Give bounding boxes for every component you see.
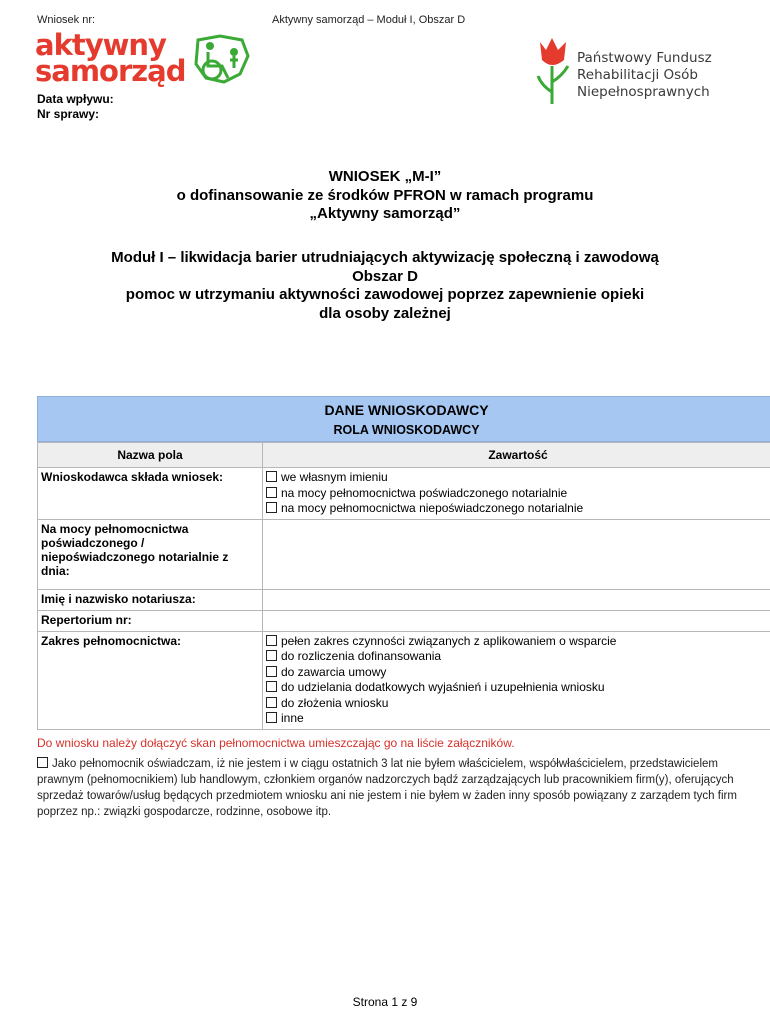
title-line5: Obszar D	[352, 267, 418, 285]
accessibility-map-icon	[190, 34, 252, 86]
title-line3: „Aktywny samorząd”	[309, 205, 461, 222]
checkbox-option[interactable]	[266, 711, 770, 727]
checkbox[interactable]	[266, 487, 277, 498]
pfron-logo	[532, 36, 732, 106]
title-line4: Moduł I – likwidacja barier utrudniających aktywizację społeczną i zawodową	[111, 249, 659, 266]
checkbox[interactable]	[266, 502, 277, 513]
row-label: Imię i nazwisko notariusza:	[38, 589, 263, 610]
pfron-name-line2: Rehabilitacji Osób	[577, 67, 698, 83]
checkbox[interactable]	[266, 666, 277, 677]
table-row	[38, 631, 770, 729]
date-received-label: Data wpływu:	[37, 92, 114, 106]
checkbox-option[interactable]	[266, 634, 770, 650]
checkbox-option[interactable]	[266, 665, 770, 681]
section-heading: DANE WNIOSKODAWCY	[324, 402, 489, 418]
option-label: do udzielania dodatkowych wyjaśnień i uzupełnienia wniosku	[281, 680, 605, 694]
row-content	[263, 468, 770, 520]
option-label: na mocy pełnomocnictwa poświadczonego notarialnie	[281, 485, 568, 500]
table-row	[38, 519, 770, 589]
row-label: Repertorium nr:	[38, 610, 263, 631]
notary-name-field[interactable]	[263, 589, 770, 610]
checkbox-option[interactable]	[266, 696, 770, 712]
section-header	[37, 396, 770, 442]
title-line1: WNIOSEK „M-I”	[328, 168, 442, 185]
section-subheading: ROLA WNIOSKODAWCY	[333, 423, 480, 437]
option-label: do złożenia wniosku	[281, 695, 389, 710]
title-line2: o dofinansowanie ze środków PFRON w ramach programu	[176, 186, 594, 204]
table-header-row	[38, 443, 770, 468]
applicant-role-table	[37, 442, 770, 730]
checkbox[interactable]	[266, 650, 277, 661]
row-label: Wnioskodawca składa wniosek:	[38, 468, 263, 520]
header-title: Aktywny samorząd – Moduł I, Obszar D	[272, 14, 466, 26]
checkbox-option[interactable]	[266, 501, 770, 517]
declaration-text: Jako pełnomocnik oświadczam, iż nie jestem i w ciągu ostatnich 3 lat nie byłem właścicielem, współwłaścicielem, przedstawicielem prawnym (pełnomocnikiem) lub handlowym, członkiem organów nadzorczych bądź zarządzających lub pracownikiem firm(y), oferujących sprzedaż towarów/usług będących przedmiotem wniosku ani nie jestem i nie byłem w żaden inny sposób powiązany z zarządem tych firm poprzez np.: związki gospodarcze, rodzinne, osobowe itp.	[37, 758, 737, 818]
checkbox-option[interactable]	[266, 486, 770, 502]
option-label: do rozliczenia dofinansowania	[281, 649, 442, 663]
case-number-label: Nr sprawy:	[37, 107, 100, 121]
title-line7: dla osoby zależnej	[319, 304, 451, 322]
date-field[interactable]	[263, 519, 770, 589]
page-number: Strona 1 z 9	[352, 995, 418, 1009]
attachment-note: Do wniosku należy dołączyć skan pełnomocnictwa umieszczając go na liście załączników.	[37, 736, 515, 750]
aktywny-samorzad-logo	[35, 28, 255, 92]
tulip-icon	[532, 36, 574, 106]
row-content	[263, 631, 770, 729]
table-row	[38, 468, 770, 520]
table-row	[38, 589, 770, 610]
checkbox-option[interactable]	[266, 470, 770, 486]
column-header-content: Zawartość	[263, 443, 770, 468]
option-label: we własnym imieniu	[281, 470, 388, 484]
form-title	[0, 168, 770, 224]
option-label: inne	[281, 711, 304, 725]
applicant-data-section	[37, 396, 770, 730]
application-number-label: Wniosek nr:	[37, 14, 96, 26]
option-label: pełen zakres czynności związanych z aplikowaniem o wsparcie	[281, 633, 617, 648]
checkbox-option[interactable]	[266, 680, 770, 696]
repertorium-field[interactable]	[263, 610, 770, 631]
logo-text-line2: samorząd	[35, 54, 186, 88]
title-line6: pomoc w utrzymaniu aktywności zawodowej poprzez zapewnienie opieki	[125, 286, 645, 303]
declaration-option[interactable]	[37, 756, 745, 820]
column-header-field: Nazwa pola	[38, 443, 263, 468]
module-title	[0, 249, 770, 323]
row-label: Na mocy pełnomocnictwa poświadczonego / niepoświadczonego notarialnie z dnia:	[38, 519, 263, 589]
pfron-name-line1: Państwowy Fundusz	[577, 50, 712, 66]
checkbox[interactable]	[266, 681, 277, 692]
checkbox[interactable]	[266, 697, 277, 708]
checkbox[interactable]	[266, 712, 277, 723]
checkbox[interactable]	[37, 757, 48, 768]
logo-text-line1: aktywny	[35, 28, 166, 62]
checkbox-option[interactable]	[266, 649, 770, 665]
pfron-name-line3: Niepełnosprawnych	[577, 84, 710, 100]
table-row	[38, 610, 770, 631]
row-label: Zakres pełnomocnictwa:	[38, 631, 263, 729]
checkbox[interactable]	[266, 635, 277, 646]
option-label: do zawarcia umowy	[281, 664, 387, 679]
option-label: na mocy pełnomocnictwa niepoświadczonego notarialnie	[281, 501, 584, 515]
checkbox[interactable]	[266, 471, 277, 482]
